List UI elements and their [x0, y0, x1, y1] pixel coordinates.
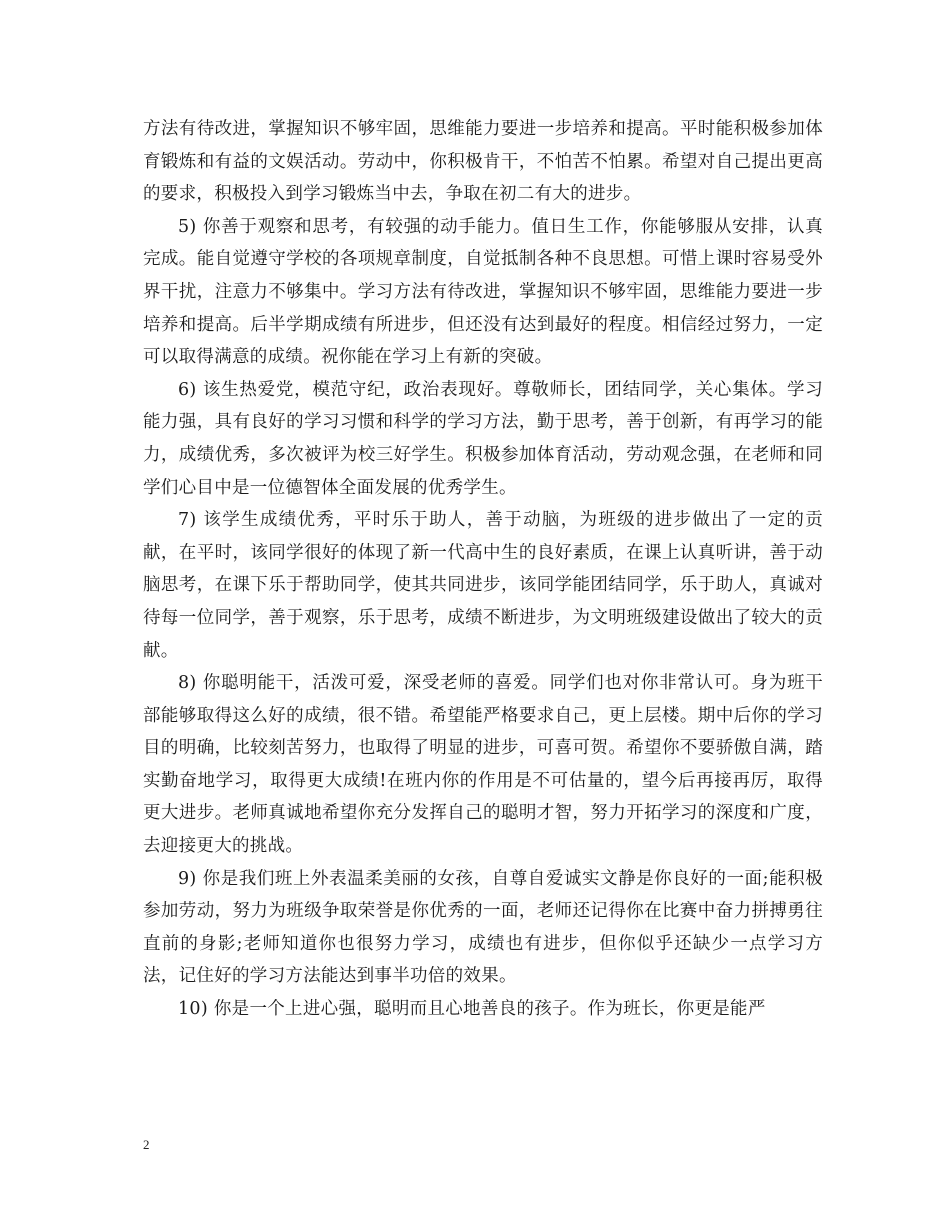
paragraph-comment-8: 8) 你聪明能干，活泼可爱，深受老师的喜爱。同学们也对你非常认可。身为班干部能够取得这么好的成绩，很不错。希望能严格要求自己，更上层楼。期中后你的学习目的明确，比较刻苦努力，也取得了明显的进步，可喜可贺。希望你不要骄傲自满，踏实勤奋地学习，取得更大成绩!在班内你的作用是不可估量的，望今后再接再厉，取得更大进步。老师真诚地希望你充分发挥自己的聪明才智，努力开拓学习的深度和广度，去迎接更大的挑战。: [143, 673, 823, 857]
document-body: [143, 113, 823, 1026]
paragraph-comment-10: 10) 你是一个上进心强，聪明而且心地善良的孩子。作为班长，你更是能严: [178, 999, 766, 1020]
paragraph-comment-6: 6) 该生热爱党，模范守纪，政治表现好。尊敬师长，团结同学，关心集体。学习能力强，具有良好的学习习惯和科学的学习方法，勤于思考，善于创新，有再学习的能力，成绩优秀，多次被评为校三好学生。积极参加体育活动，劳动观念强，在老师和同学们心目中是一位德智体全面发展的优秀学生。: [143, 379, 823, 498]
paragraph-comment-5: 5) 你善于观察和思考，有较强的动手能力。值日生工作，你能够服从安排，认真完成。能自觉遵守学校的各项规章制度，自觉抵制各种不良思想。可惜上课时容易受外界干扰，注意力不够集中。学习方法有待改进，掌握知识不够牢固，思维能力要进一步培养和提高。后半学期成绩有所进步，但还没有达到最好的程度。相信经过努力，一定可以取得满意的成绩。祝你能在学习上有新的突破。: [143, 216, 823, 368]
paragraph-continuation: 方法有待改进，掌握知识不够牢固，思维能力要进一步培养和提高。平时能积极参加体育锻炼和有益的文娱活动。劳动中，你积极肯干，不怕苦不怕累。希望对自己提出更高的要求，积极投入到学习锻炼当中去，争取在初二有大的进步。: [143, 119, 823, 205]
page-number: 2: [143, 1137, 150, 1152]
paragraph-comment-9: 9) 你是我们班上外表温柔美丽的女孩，自尊自爱诚实文静是你良好的一面;能积极参加劳动，努力为班级争取荣誉是你优秀的一面，老师还记得你在比赛中奋力拼搏勇往直前的身影;老师知道你也很努力学习，成绩也有进步，但你似乎还缺少一点学习方法，记住好的学习方法能达到事半功倍的效果。: [143, 868, 823, 987]
paragraph-comment-7: 7) 该学生成绩优秀，平时乐于助人，善于动脑，为班级的进步做出了一定的贡献，在平时，该同学很好的体现了新一代高中生的良好素质，在课上认真听讲，善于动脑思考，在课下乐于帮助同学，使其共同进步，该同学能团结同学，乐于助人，真诚对待每一位同学，善于观察，乐于思考，成绩不断进步，为文明班级建设做出了较大的贡献。: [143, 510, 823, 661]
